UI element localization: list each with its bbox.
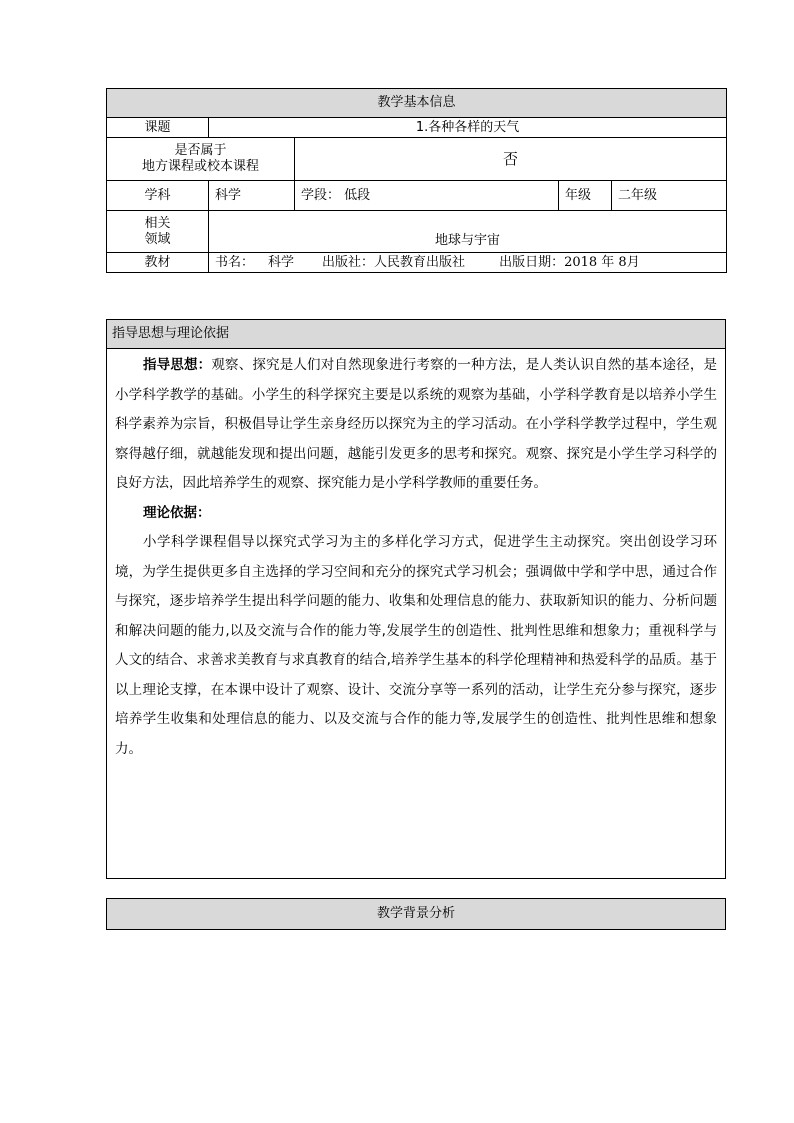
guiding-paragraph bbox=[115, 351, 717, 499]
date-label: 出版日期： bbox=[499, 254, 565, 270]
theory-title-paragraph bbox=[115, 499, 717, 529]
field-label-line2: 领域 bbox=[144, 231, 171, 247]
grade-label: 年级 bbox=[559, 181, 612, 211]
guiding-section bbox=[106, 319, 726, 879]
topic-label: 课题 bbox=[107, 118, 209, 138]
field-value: 地球与宇宙 bbox=[209, 211, 727, 253]
subject-label: 学科 bbox=[107, 181, 209, 211]
basic-info-header: 教学基本信息 bbox=[107, 89, 727, 118]
background-header: 教学背景分析 bbox=[106, 898, 726, 930]
guiding-header: 指导思想与理论依据 bbox=[107, 320, 725, 349]
subject-value: 科学 bbox=[209, 181, 295, 211]
book-label: 书名： bbox=[215, 254, 255, 270]
stage-value: 低段 bbox=[344, 187, 371, 203]
date-value: 2018 年 8月 bbox=[564, 254, 640, 270]
guiding-thought-text: 观察、探究是人们对自然现象进行考察的一种方法，是人类认识自然的基本途径，是小学科学教学的基础。小学生的科学探究主要是以系统的观察为基础，小学科学教育是以培养小学生科学素养为宗旨，积极倡导让学生亲身经历以探究为主的学习活动。在小学科学教学过程中，学生观察得越仔细，就越能发现和提出问题，越能引发更多的思考和探究。观察、探究是小学生学习科学的良好方法，因此培养学生的观察、探究能力是小学科学教师的重要任务。 bbox=[115, 357, 718, 491]
local-course-label-line2: 地方课程或校本课程 bbox=[141, 159, 259, 174]
local-course-label-line1: 是否属于 bbox=[174, 143, 227, 158]
topic-value: 1.各种各样的天气 bbox=[209, 118, 727, 138]
grade-value: 二年级 bbox=[612, 181, 727, 211]
guiding-body bbox=[107, 349, 725, 764]
field-label bbox=[107, 211, 209, 253]
field-label-line1: 相关 bbox=[144, 215, 171, 231]
local-course-value: 否 bbox=[295, 138, 727, 181]
guiding-thought-title: 指导思想： bbox=[143, 357, 212, 373]
textbook-label: 教材 bbox=[107, 253, 209, 273]
book-value: 科学 bbox=[268, 254, 295, 270]
stage-cell bbox=[295, 181, 559, 211]
theory-title: 理论依据： bbox=[143, 504, 211, 521]
textbook-info bbox=[209, 253, 727, 273]
publisher-label: 出版社： bbox=[322, 254, 375, 270]
local-course-label bbox=[107, 138, 295, 181]
basic-info-table bbox=[106, 88, 727, 273]
publisher-value: 人民教育出版社 bbox=[374, 254, 466, 270]
stage-label: 学段： bbox=[301, 187, 341, 203]
theory-paragraph: 小学科学课程倡导以探究式学习为主的多样化学习方式，促进学生主动探究。突出创设学习环境，为学生提供更多自主选择的学习空间和充分的探究式学习机会；强调做中学和学中思，通过合作与探究，逐步培养学生提出科学问题的能力、收集和处理信息的能力、获取新知识的能力、分析问题和解决问题的能力,以及交流与合作的能力等,发展学生的创造性、批判性思维和想象力；重视科学与人文的结合、求善求美教育与求真教育的结合,培养学生基本的科学伦理精神和热爱科学的品质。基于以上理论支撑，在本课中设计了观察、设计、交流分享等一系列的活动，让学生充分参与探究，逐步培养学生收集和处理信息的能力、以及交流与合作的能力等,发展学生的创造性、批判性思维和想象力。 bbox=[115, 534, 717, 757]
